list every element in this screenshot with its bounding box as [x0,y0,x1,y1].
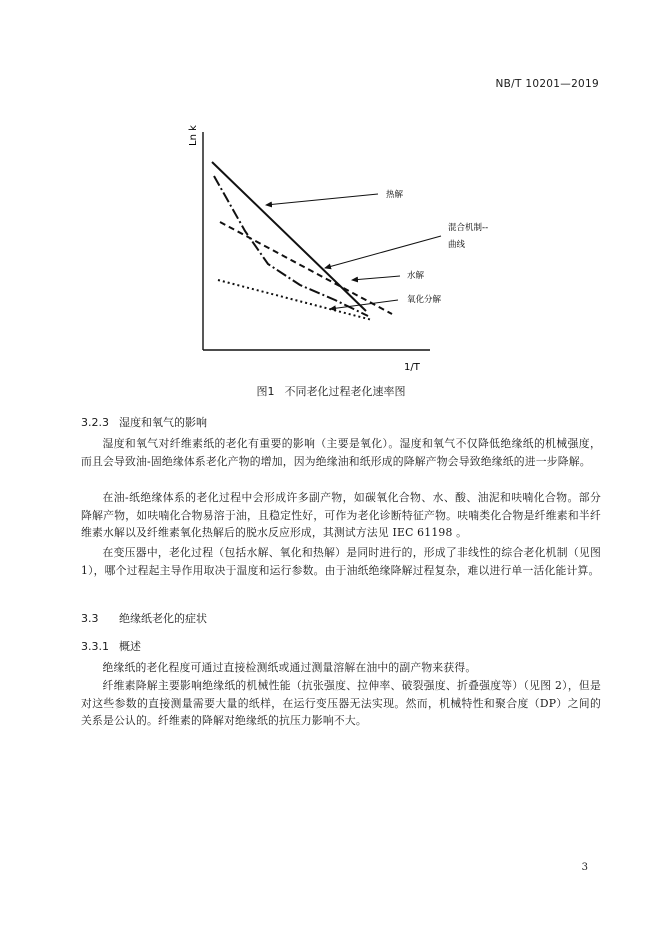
section-number: 3.3.1 [81,640,109,653]
paragraph: 湿度和氧气对纤维素纸的老化有重要的影响（主要是氧化）。湿度和氧气不仅降低绝缘纸的机械强度，而且会导致油-固绝缘体系老化产物的增加，因为绝缘油和纸形成的降解产物会导致绝缘纸的进一步降解。 [81,437,601,468]
hydrolysis-label: 水解 [407,271,425,281]
y-axis-label: Ln k [188,125,199,146]
oxidation-arrow [330,300,398,309]
section-heading-3-2-3 [81,414,207,430]
mixed-label-line1: 混合机制-- [448,223,489,233]
section-title: 湿度和氧气的影响 [119,416,207,429]
hydrolysis-curve [220,222,392,314]
paragraph: 在油-纸绝缘体系的老化过程中会形成许多副产物，如碳氧化合物、水、酸、油泥和呋喃化合物。部分降解产物，如呋喃化合物易溶于油，且稳定性好，可作为老化诊断特征产物。呋喃类化合物是纤维素和半纤维素水解以及纤维素氧化热解后的脱水反应形成，其测试方法见 IEC 61198 。 [81,491,601,539]
standard-code: NB/T 10201—2019 [495,78,599,90]
paragraph: 绝缘纸的老化程度可通过直接检测纸或通过测量溶解在油中的副产物来获得。 [102,661,477,674]
hydrolysis-arrow [352,276,400,280]
thermal-curve [212,162,366,311]
paragraph: 纤维素降解主要影响绝缘纸的机械性能（抗张强度、拉伸率、破裂强度、折叠强度等）（见图 2），但是对这些参数的直接测量需要大量的纸样，在运行变压器无法实现。然而，机械特性和聚合度（DP）之间的关系是公认的。纤维素的降解对绝缘纸的抗压力影响不大。 [81,679,601,727]
figure-caption-title: 不同老化过程老化速率图 [284,385,406,398]
mixed-arrow [325,236,441,268]
page-number: 3 [581,862,588,873]
section-heading-3-3-1 [81,638,141,654]
section-title: 绝缘纸老化的症状 [119,612,207,625]
oxidation-label: 氧化分解 [407,295,442,305]
section-number: 3.3 [81,612,99,625]
figure-caption [0,383,662,399]
x-axis-label: 1/T [404,362,420,373]
section-heading-3-3 [81,610,207,626]
aging-rate-figure [0,0,662,400]
paragraph: 在变压器中，老化过程（包括水解、氧化和热解）是同时进行的，形成了非线性的综合老化机制（见图 1），哪个过程起主导作用取决于温度和运行参数。由于油纸绝缘降解过程复杂，难以进行单一活化能计算。 [81,546,601,577]
oxidation-curve [218,280,372,320]
section-title: 概述 [119,640,141,653]
thermal-arrow [266,194,378,205]
thermal-label: 热解 [386,190,404,200]
figure-caption-number: 图1 [256,385,275,398]
mixed-label-line2: 曲线 [448,240,466,250]
section-number: 3.2.3 [81,416,109,429]
